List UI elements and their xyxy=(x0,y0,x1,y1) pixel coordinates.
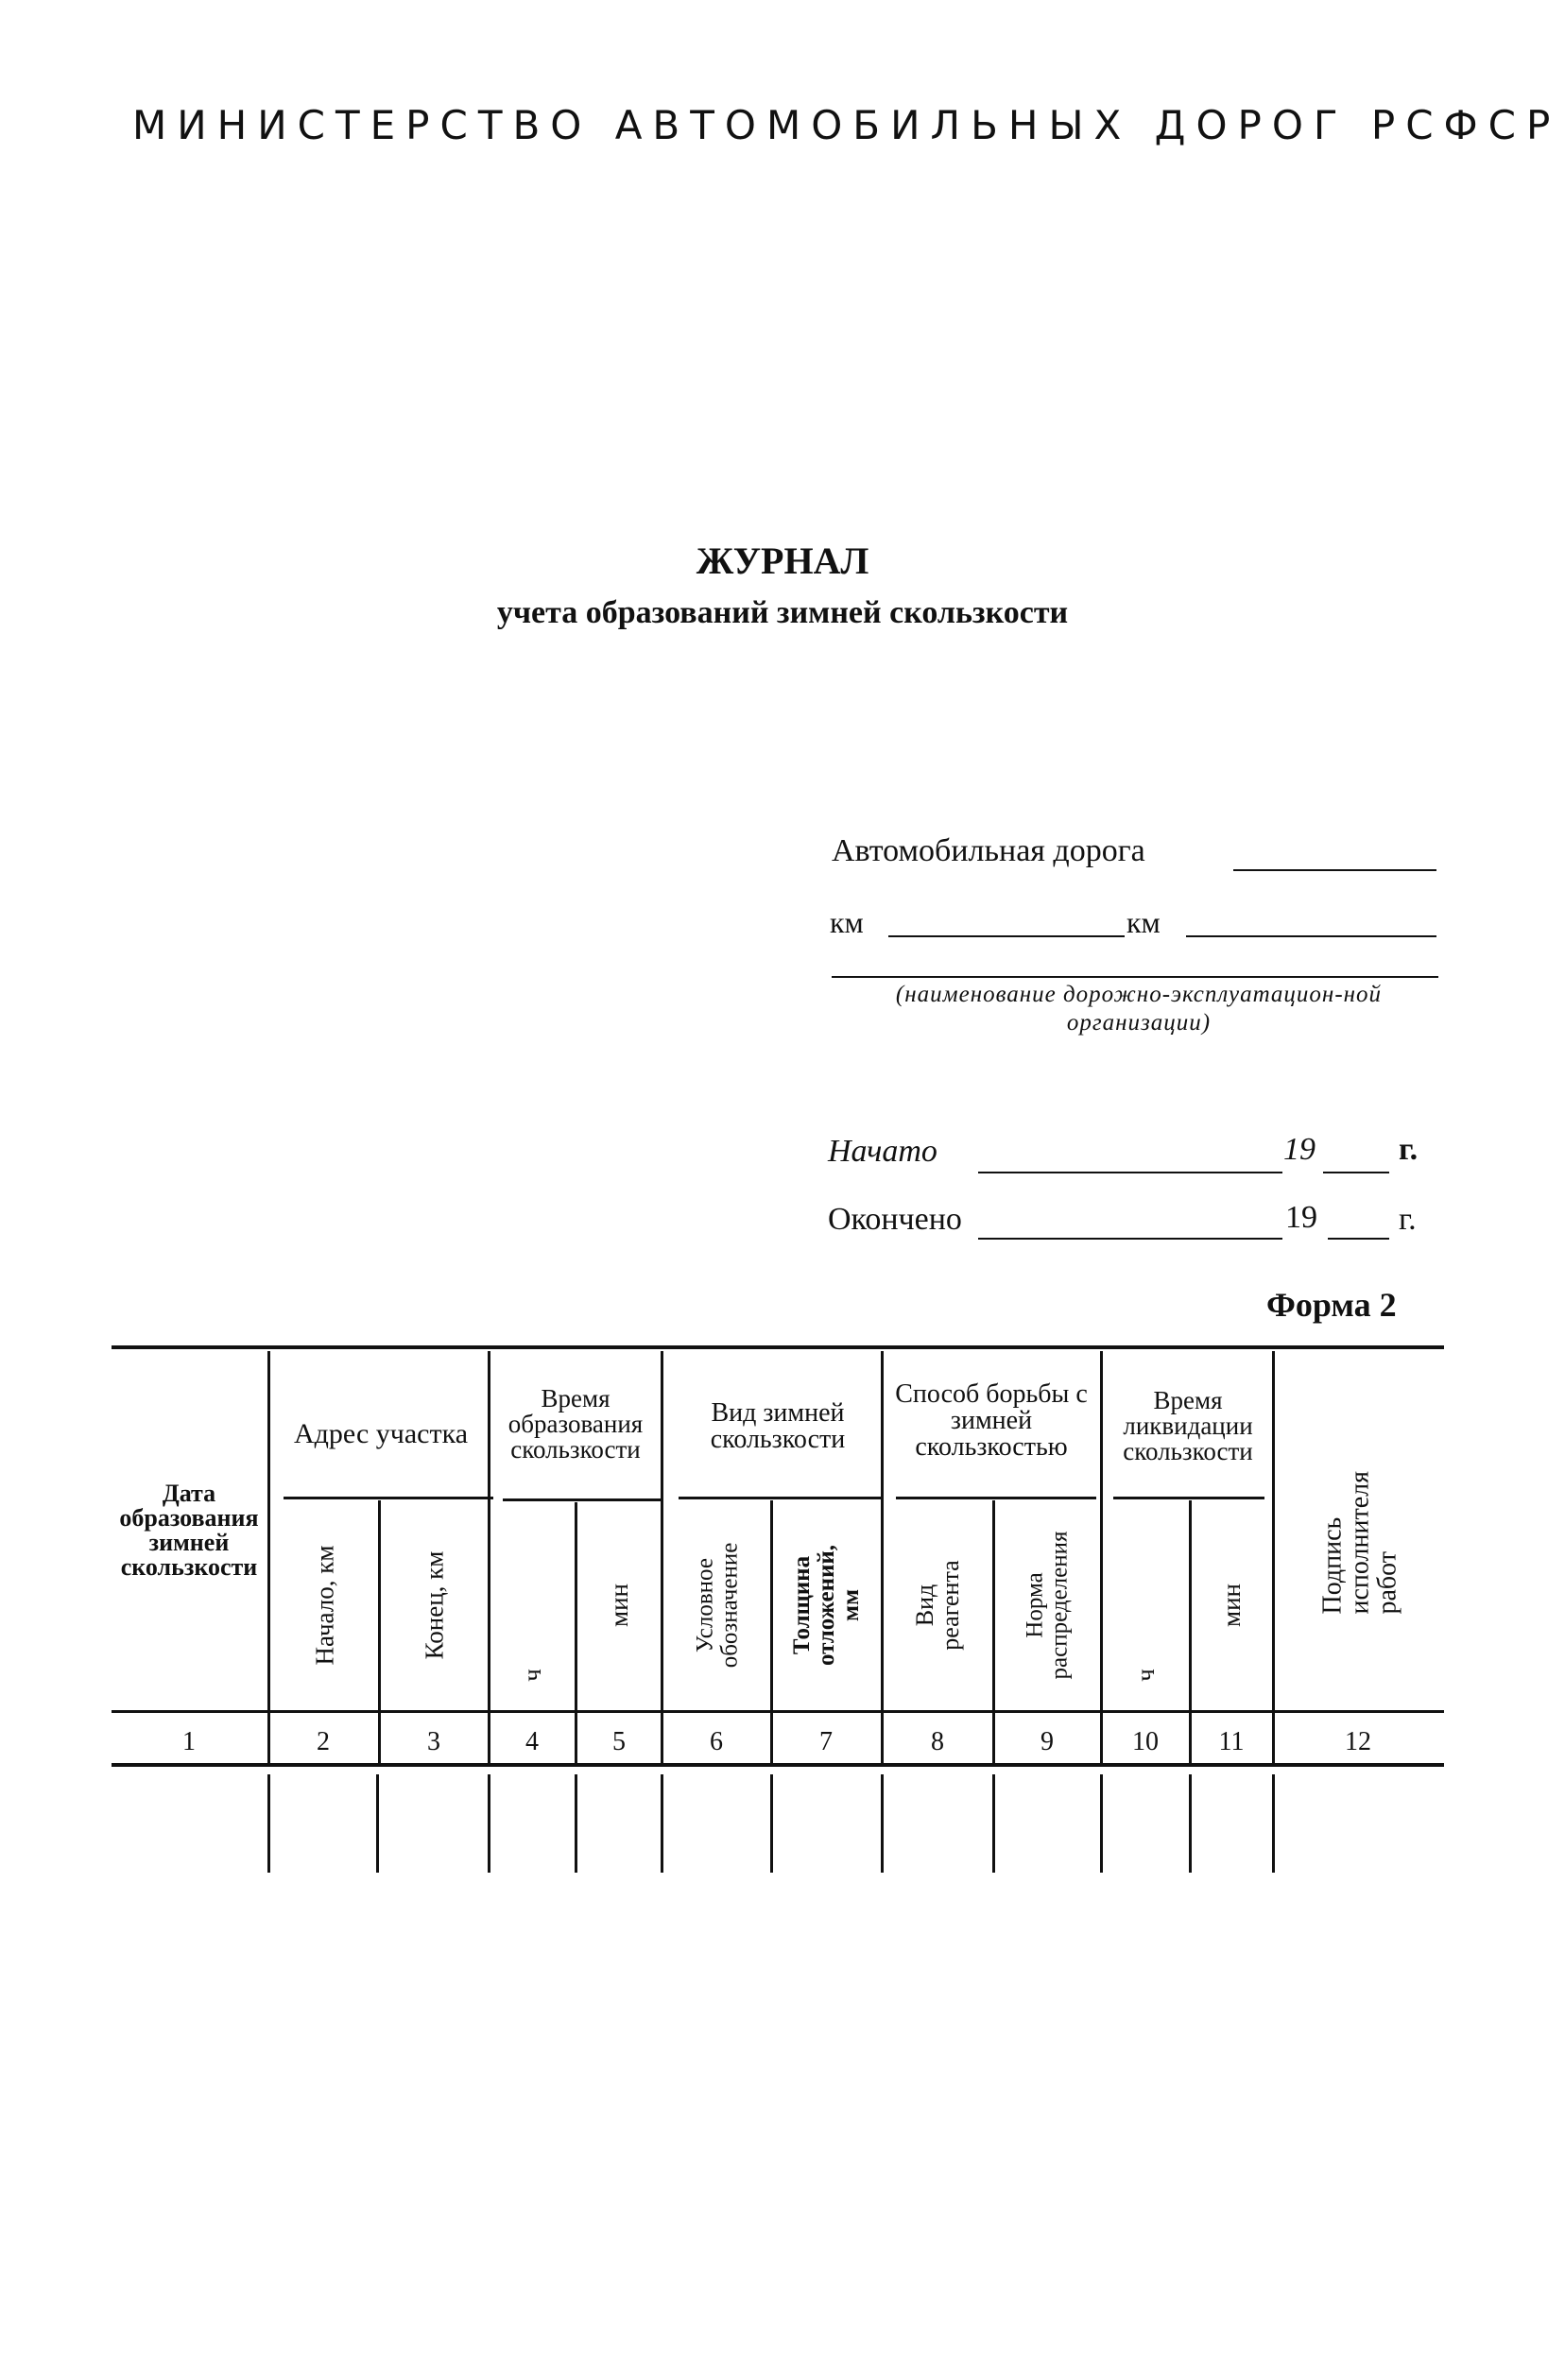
started-label: Начато xyxy=(828,1134,937,1169)
started-date-line xyxy=(978,1172,1282,1173)
col-header-date: Дата образования зимней скользкости xyxy=(119,1480,259,1581)
slipperiness-type-group-header: Вид зимней скользкости xyxy=(710,1398,846,1454)
km-label-end: км xyxy=(1126,905,1161,939)
finished-date-line xyxy=(978,1238,1282,1240)
col-number: 8 xyxy=(931,1727,944,1756)
col-number: 2 xyxy=(317,1727,330,1756)
col-header-end-km: Конец, км xyxy=(420,1550,448,1660)
body-divider xyxy=(1272,1774,1275,1873)
finished-year-line xyxy=(1328,1238,1389,1240)
elimination-time-subrule xyxy=(1113,1497,1264,1499)
col-number: 6 xyxy=(710,1727,723,1756)
finished-label: Окончено xyxy=(828,1202,962,1237)
col-number: 7 xyxy=(819,1727,833,1756)
slipperiness-type-subrule xyxy=(679,1497,881,1499)
col-number: 11 xyxy=(1218,1727,1245,1756)
started-year-line xyxy=(1323,1172,1389,1173)
km-end-field-line xyxy=(1186,935,1436,937)
numbers-bottom-rule xyxy=(112,1763,1444,1767)
body-divider xyxy=(575,1774,577,1873)
col-header-formation-hours: ч xyxy=(518,1669,546,1682)
body-divider xyxy=(1189,1774,1192,1873)
body-divider xyxy=(1100,1774,1103,1873)
address-group-header: Адрес участка xyxy=(293,1418,469,1449)
col-header-distribution-rate: Норма распределения xyxy=(1022,1531,1073,1680)
col-number: 1 xyxy=(182,1727,196,1756)
finished-year-suffix: г. xyxy=(1399,1202,1417,1237)
body-divider xyxy=(488,1774,490,1873)
col-header-reagent: Вид реагента xyxy=(911,1560,964,1651)
formation-time-subrule xyxy=(503,1498,663,1501)
road-label: Автомобильная дорога xyxy=(832,833,1145,868)
body-divider xyxy=(770,1774,773,1873)
col-divider xyxy=(1100,1351,1103,1710)
org-name-line xyxy=(832,976,1438,978)
subcol-divider xyxy=(575,1502,577,1710)
body-divider xyxy=(881,1774,884,1873)
control-method-group-header: Способ борьбы с зимней скользкостью xyxy=(895,1379,1088,1462)
body-divider xyxy=(267,1774,270,1873)
subcol-divider xyxy=(992,1500,995,1710)
col-number: 3 xyxy=(427,1727,440,1756)
col-number: 5 xyxy=(612,1727,626,1756)
body-divider xyxy=(661,1774,663,1873)
col-number: 4 xyxy=(525,1727,539,1756)
road-field-line xyxy=(1233,869,1436,871)
col-number: 12 xyxy=(1345,1727,1371,1756)
col-divider xyxy=(1272,1351,1275,1710)
col-header-start-km: Начало, км xyxy=(310,1545,339,1666)
control-method-subrule xyxy=(896,1497,1096,1499)
col-header-elimination-hours: ч xyxy=(1131,1669,1160,1682)
table-top-rule xyxy=(112,1345,1444,1349)
km-start-field-line xyxy=(888,935,1125,937)
body-divider xyxy=(376,1774,379,1873)
formation-time-group-header: Время образования скользкости xyxy=(507,1383,644,1464)
col-header-signature: Подпись исполнителя работ xyxy=(1317,1470,1402,1614)
col-header-elimination-minutes: мин xyxy=(1216,1584,1246,1627)
ministry-heading: МИНИСТЕРСТВО АВТОМОБИЛЬНЫХ ДОРОГ РСФСР xyxy=(132,102,1561,148)
subcol-divider xyxy=(378,1500,381,1710)
subcol-divider xyxy=(1189,1500,1192,1710)
col-divider xyxy=(661,1351,663,1710)
subcol-divider xyxy=(770,1500,773,1710)
col-header-thickness: Толщина отложений, мм xyxy=(789,1544,864,1667)
org-name-caption: (наименование дорожно-эксплуатацион-ной организации) xyxy=(895,982,1383,1036)
col-divider xyxy=(488,1351,490,1710)
journal-subtitle: учета образований зимней скользкости xyxy=(496,595,1069,630)
form-number: Форма 2 xyxy=(1266,1286,1397,1324)
journal-title: ЖУРНАЛ xyxy=(696,539,869,582)
started-year-prefix: 19 xyxy=(1283,1132,1316,1167)
finished-year-prefix: 19 xyxy=(1285,1200,1317,1235)
col-number: 10 xyxy=(1132,1727,1159,1756)
col-divider xyxy=(267,1351,270,1710)
col-divider xyxy=(881,1351,884,1710)
col-header-formation-minutes: мин xyxy=(604,1584,633,1627)
elimination-time-group-header: Время ликвидации скользкости xyxy=(1123,1385,1253,1465)
body-divider xyxy=(992,1774,995,1873)
header-bottom-rule xyxy=(112,1710,1444,1713)
km-label-start: км xyxy=(830,905,864,939)
col-header-symbol: Условное обозначение xyxy=(692,1542,742,1669)
address-subrule xyxy=(284,1497,493,1499)
col-number: 9 xyxy=(1040,1727,1054,1756)
started-year-suffix: г. xyxy=(1399,1132,1419,1167)
